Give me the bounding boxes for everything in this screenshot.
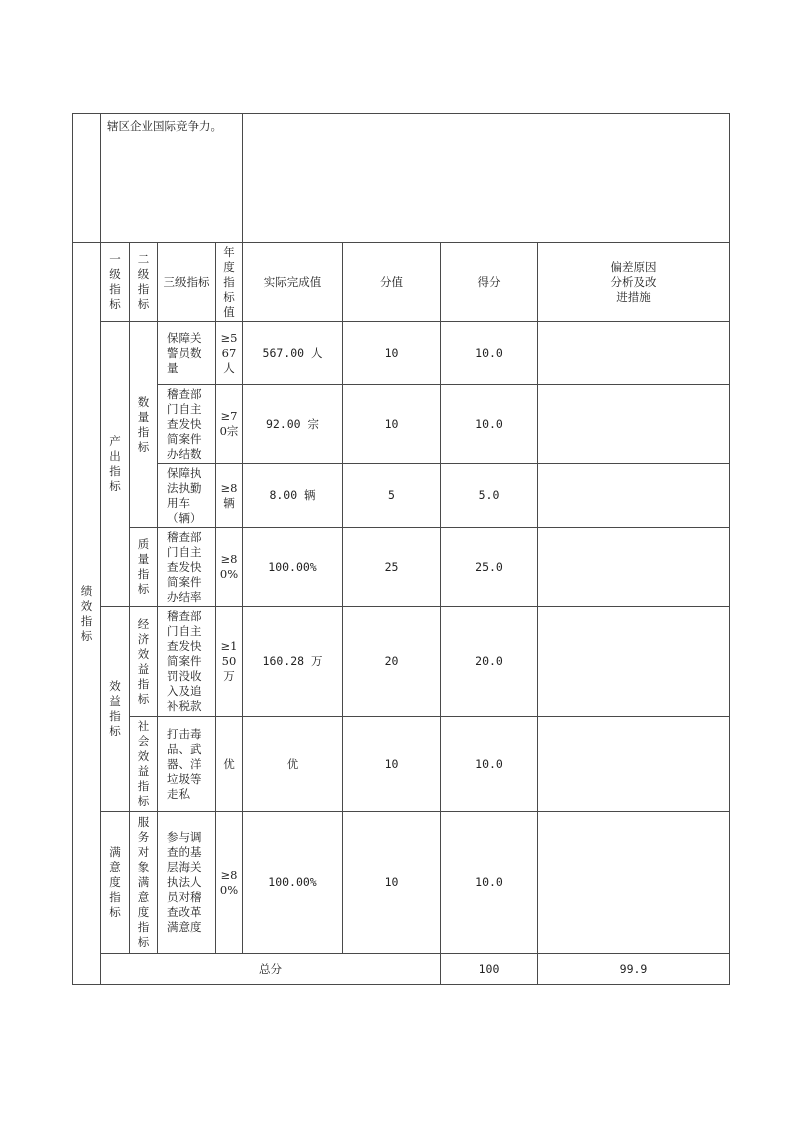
target-cell: ≥567人	[216, 322, 243, 385]
header-level3: 三级指标	[158, 243, 216, 322]
score-cell: 20.0	[441, 607, 538, 717]
actual-cell: 8.00 辆	[243, 464, 343, 528]
category-cell: 绩效指标	[73, 243, 101, 985]
total-label: 总分	[101, 954, 441, 985]
indicator-cell: 稽查部门自主查发快简案件办结数	[158, 385, 216, 464]
note-cell	[538, 717, 730, 812]
level2-economic: 经济效益指标	[130, 607, 158, 717]
level2-social: 社会效益指标	[130, 717, 158, 812]
indicator-cell: 参与调查的基层海关执法人员对稽查改革满意度	[158, 812, 216, 954]
weight-cell: 10	[343, 385, 441, 464]
header-score: 得分	[441, 243, 538, 322]
target-cell: ≥8辆	[216, 464, 243, 528]
actual-cell: 100.00%	[243, 812, 343, 954]
total-weight: 100	[441, 954, 538, 985]
target-cell: 优	[216, 717, 243, 812]
blank-cell	[73, 114, 101, 243]
actual-cell: 100.00%	[243, 528, 343, 607]
indicator-cell: 打击毒品、武器、洋垃圾等走私	[158, 717, 216, 812]
intro-text: 辖区企业国际竞争力。	[101, 114, 243, 243]
note-cell	[538, 322, 730, 385]
actual-cell: 567.00 人	[243, 322, 343, 385]
target-cell: ≥150万	[216, 607, 243, 717]
note-cell	[538, 812, 730, 954]
weight-cell: 5	[343, 464, 441, 528]
level2-service: 服务对象满意度指标	[130, 812, 158, 954]
header-level1: 一级指标	[101, 243, 130, 322]
header-weight: 分值	[343, 243, 441, 322]
weight-cell: 20	[343, 607, 441, 717]
actual-cell: 优	[243, 717, 343, 812]
weight-cell: 10	[343, 717, 441, 812]
score-cell: 10.0	[441, 322, 538, 385]
score-cell: 10.0	[441, 717, 538, 812]
target-cell: ≥80%	[216, 528, 243, 607]
score-cell: 25.0	[441, 528, 538, 607]
total-score: 99.9	[538, 954, 730, 985]
level1-satisfaction: 满意度指标	[101, 812, 130, 954]
target-cell: ≥80%	[216, 812, 243, 954]
level1-output: 产出指标	[101, 322, 130, 607]
indicator-cell: 保障关警员数量	[158, 322, 216, 385]
weight-cell: 25	[343, 528, 441, 607]
level2-quality: 质量指标	[130, 528, 158, 607]
header-level2: 二级指标	[130, 243, 158, 322]
level1-benefit: 效益指标	[101, 607, 130, 812]
score-cell: 5.0	[441, 464, 538, 528]
note-cell	[538, 607, 730, 717]
actual-cell: 160.28 万	[243, 607, 343, 717]
header-deviation: 偏差原因分析及改进措施	[538, 243, 730, 322]
target-cell: ≥70宗	[216, 385, 243, 464]
indicator-cell: 稽查部门自主查发快简案件办结率	[158, 528, 216, 607]
actual-cell: 92.00 宗	[243, 385, 343, 464]
score-cell: 10.0	[441, 812, 538, 954]
note-cell	[538, 528, 730, 607]
score-cell: 10.0	[441, 385, 538, 464]
performance-table	[72, 113, 730, 985]
header-target: 年度指标值	[216, 243, 243, 322]
level2-quantity: 数量指标	[130, 322, 158, 528]
weight-cell: 10	[343, 812, 441, 954]
indicator-cell: 保障执法执勤用车（辆）	[158, 464, 216, 528]
note-cell	[538, 464, 730, 528]
header-actual: 实际完成值	[243, 243, 343, 322]
indicator-cell: 稽查部门自主查发快简案件罚没收入及追补税款	[158, 607, 216, 717]
blank-cell	[243, 114, 730, 243]
note-cell	[538, 385, 730, 464]
weight-cell: 10	[343, 322, 441, 385]
